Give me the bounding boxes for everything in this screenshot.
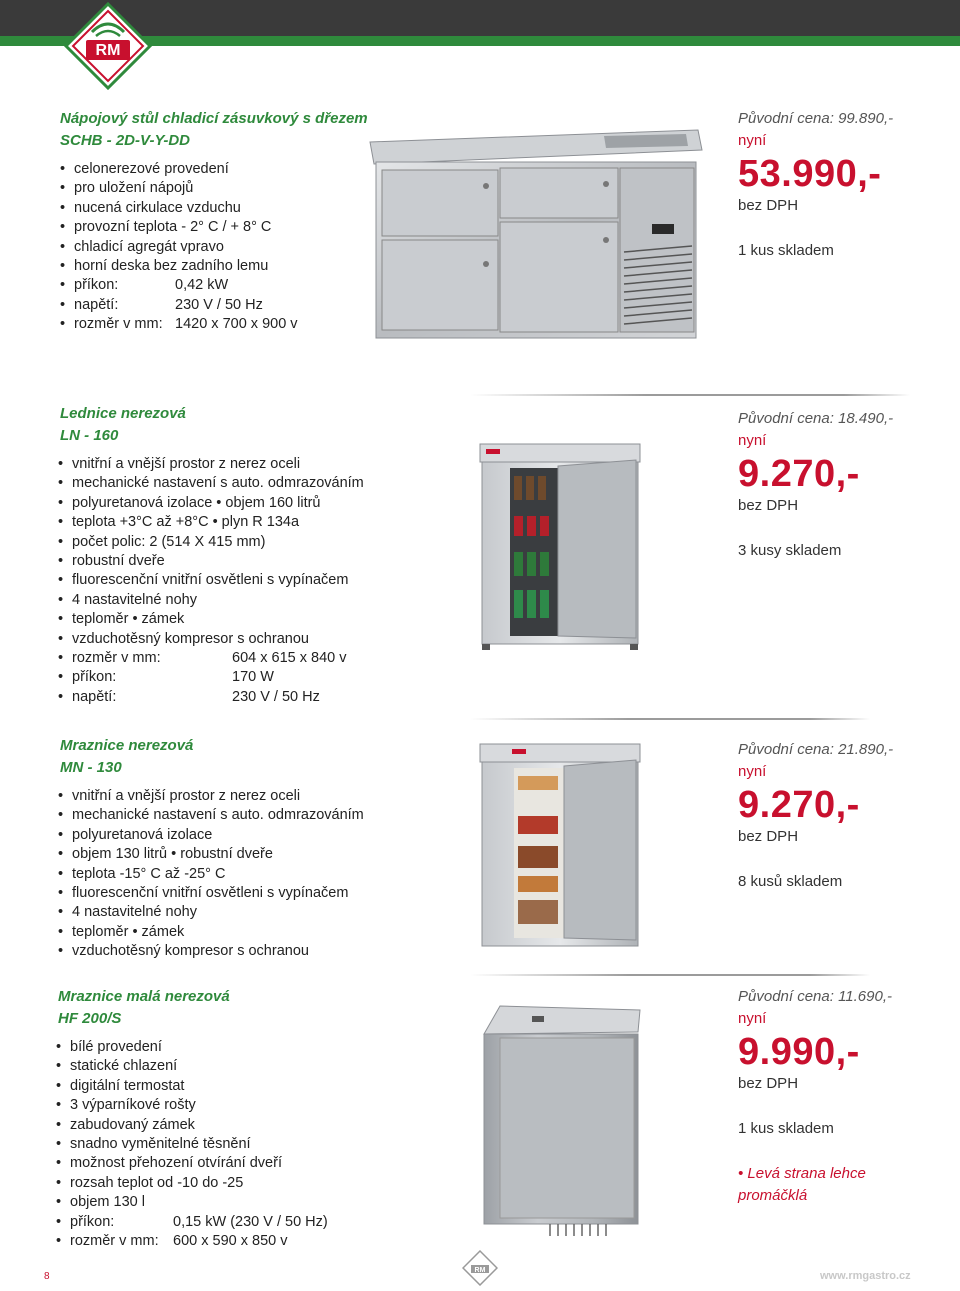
product-model: LN - 160 <box>60 427 119 444</box>
feature-item: • robustní dveře <box>58 552 364 571</box>
original-price: Původní cena: 99.890,- <box>738 110 894 127</box>
now-label: nyní <box>738 132 767 149</box>
feature-item: • polyuretanová izolace <box>58 826 364 845</box>
drawer-table-image <box>368 128 704 344</box>
section-divider <box>470 394 910 396</box>
spec-item: • příkon: 0,42 kW <box>60 276 298 295</box>
open-freezer-image <box>478 742 642 954</box>
stock-status: 8 kusů skladem <box>738 873 843 890</box>
feature-item: • vnitřní a vnější prostor z nerez oceli <box>58 787 364 806</box>
feature-item: • vnitřní a vnější prostor z nerez oceli <box>58 455 364 474</box>
spec-item: • rozměr v mm: 600 x 590 x 850 v <box>56 1232 328 1251</box>
feature-item: • celonerezové provedení <box>60 160 298 179</box>
sale-price: 9.990,- <box>738 1031 860 1073</box>
feature-item: • 4 nastavitelné nohy <box>58 903 364 922</box>
feature-item: • snadno vyměnitelné těsnění <box>56 1135 328 1154</box>
footer-logo <box>462 1250 498 1286</box>
stock-status: 1 kus skladem <box>738 242 834 259</box>
feature-list <box>58 787 364 962</box>
sale-price: 9.270,- <box>738 453 860 495</box>
product-name: Mraznice nerezová <box>60 737 194 754</box>
feature-item: • teplota +3°C až +8°C • plyn R 134a <box>58 513 364 532</box>
glass-door-fridge-image <box>476 440 642 652</box>
feature-item: • nucená cirkulace vzduchu <box>60 199 298 218</box>
closed-freezer-image <box>480 1004 644 1238</box>
section-divider <box>470 974 870 976</box>
feature-item: • horní deska bez zadního lemu <box>60 257 298 276</box>
spec-item: • rozměr v mm: 604 x 615 x 840 v <box>58 649 364 668</box>
feature-item: • mechanické nastavení s auto. odmrazováním <box>58 806 364 825</box>
now-label: nyní <box>738 1010 767 1027</box>
spec-item: • rozměr v mm: 1420 x 700 x 900 v <box>60 315 298 334</box>
sale-price: 9.270,- <box>738 784 860 826</box>
product-name: Nápojový stůl chladicí zásuvkový s dřezem <box>60 110 368 127</box>
stock-status: 1 kus skladem <box>738 1120 834 1137</box>
feature-item: • rozsah teplot od -10 do -25 <box>56 1174 328 1193</box>
feature-item: • fluorescenční vnitřní osvětleni s vypínačem <box>58 884 364 903</box>
feature-item: • možnost přehození otvírání dveří <box>56 1154 328 1173</box>
stock-status: 3 kusy skladem <box>738 542 842 559</box>
now-label: nyní <box>738 763 767 780</box>
original-price: Původní cena: 18.490,- <box>738 410 894 427</box>
vat-label: bez DPH <box>738 197 799 214</box>
feature-item: • mechanické nastavení s auto. odmrazováním <box>58 474 364 493</box>
vat-label: bez DPH <box>738 828 799 845</box>
feature-item: • statické chlazení <box>56 1057 328 1076</box>
product-name: Mraznice malá nerezová <box>58 988 230 1005</box>
feature-list <box>56 1038 328 1251</box>
footer-url[interactable]: www.rmgastro.cz <box>820 1270 911 1282</box>
sale-price: 53.990,- <box>738 153 882 195</box>
feature-item: • bílé provedení <box>56 1038 328 1057</box>
product-title <box>60 403 186 447</box>
condition-note: • Levá strana lehce promáčklá <box>738 1165 866 1204</box>
feature-item: • fluorescenční vnitřní osvětleni s vypínačem <box>58 571 364 590</box>
feature-item: • objem 130 l <box>56 1193 328 1212</box>
feature-item: • provozní teplota - 2° C / + 8° C <box>60 218 298 237</box>
feature-item: • objem 130 litrů • robustní dveře <box>58 845 364 864</box>
feature-item: • chladicí agregát vpravo <box>60 238 298 257</box>
product-model: SCHB - 2D-V-Y-DD <box>60 132 190 149</box>
product-title <box>60 735 193 779</box>
spec-item: • napětí: 230 V / 50 Hz <box>58 688 364 707</box>
feature-item: • pro uložení nápojů <box>60 179 298 198</box>
original-price: Původní cena: 11.690,- <box>738 988 892 1005</box>
product-model: MN - 130 <box>60 759 122 776</box>
price-box <box>738 108 893 261</box>
feature-item: • vzduchotěsný kompresor s ochranou <box>58 630 364 649</box>
price-box <box>738 739 893 892</box>
feature-item: • vzduchotěsný kompresor s ochranou <box>58 942 364 961</box>
product-title <box>58 986 230 1030</box>
product-title <box>60 108 368 152</box>
spec-item: • příkon: 170 W <box>58 668 364 687</box>
original-price: Původní cena: 21.890,- <box>738 741 894 758</box>
feature-item: • digitální termostat <box>56 1077 328 1096</box>
feature-item: • počet polic: 2 (514 X 415 mm) <box>58 533 364 552</box>
vat-label: bez DPH <box>738 497 799 514</box>
svg-text:RM: RM <box>474 1267 486 1274</box>
vat-label: bez DPH <box>738 1075 799 1092</box>
feature-item: • teploměr • zámek <box>58 610 364 629</box>
spec-item: • napětí: 230 V / 50 Hz <box>60 296 298 315</box>
feature-list <box>58 455 364 707</box>
feature-list <box>60 160 298 335</box>
feature-item: • teploměr • zámek <box>58 923 364 942</box>
product-name: Lednice nerezová <box>60 405 186 422</box>
feature-item: • 4 nastavitelné nohy <box>58 591 364 610</box>
feature-item: • 3 výparníkové rošty <box>56 1096 328 1115</box>
now-label: nyní <box>738 432 767 449</box>
feature-item: • teplota -15° C až -25° C <box>58 865 364 884</box>
section-divider <box>470 718 870 720</box>
feature-item: • polyuretanová izolace • objem 160 litrů <box>58 494 364 513</box>
spec-item: • příkon: 0,15 kW (230 V / 50 Hz) <box>56 1213 328 1232</box>
page-number: 8 <box>44 1271 50 1282</box>
price-box <box>738 986 892 1207</box>
price-box <box>738 408 893 561</box>
product-model: HF 200/S <box>58 1010 122 1027</box>
svg-text:RM: RM <box>95 42 121 59</box>
rm-logo <box>62 2 154 90</box>
feature-item: • zabudovaný zámek <box>56 1116 328 1135</box>
